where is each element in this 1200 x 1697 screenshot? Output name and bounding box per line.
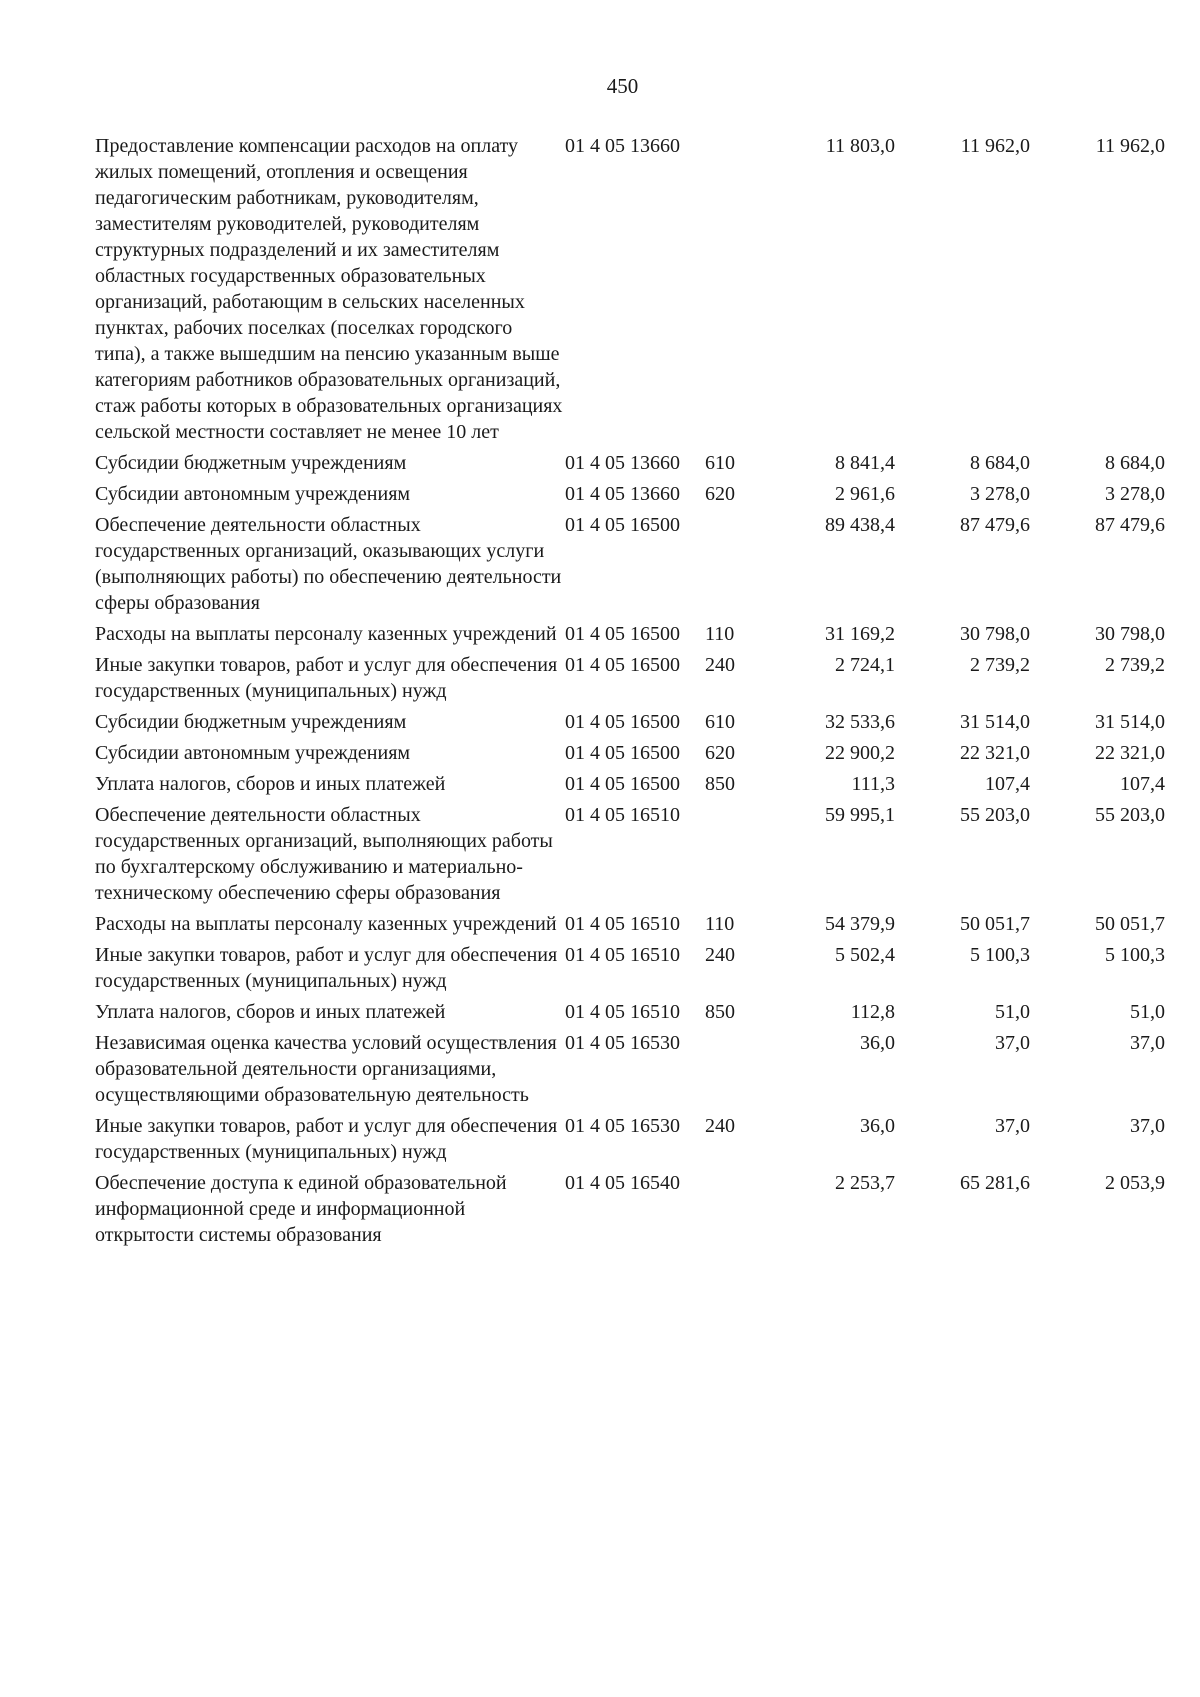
target-code-cell: 01 4 05 16530 <box>565 1032 680 1054</box>
expense-type-cell: 240 <box>705 944 735 966</box>
amount-year2-cell: 51,0 <box>995 1001 1030 1023</box>
target-code-cell: 01 4 05 16500 <box>565 711 680 733</box>
expense-name-cell: Обеспечение деятельности областных государственных организаций, оказывающих услуги (выполняющих работы) по обеспечению деятельности сферы образования <box>95 514 562 614</box>
expense-type-cell <box>705 512 765 621</box>
expense-type-cell: 110 <box>705 623 735 645</box>
expense-type-cell: 620 <box>705 742 735 764</box>
amount-year2-cell: 107,4 <box>985 773 1030 795</box>
amount-year1-cell: 32 533,6 <box>825 711 895 733</box>
amount-year2-cell: 30 798,0 <box>960 623 1030 645</box>
amount-year3-cell: 107,4 <box>1120 773 1165 795</box>
amount-year1-cell: 5 502,4 <box>835 944 895 966</box>
table-row <box>95 709 1165 740</box>
amount-year3-cell: 50 051,7 <box>1095 913 1165 935</box>
amount-year2-cell: 31 514,0 <box>960 711 1030 733</box>
expense-type-cell: 610 <box>705 452 735 474</box>
amount-year3-cell: 22 321,0 <box>1095 742 1165 764</box>
target-code-cell: 01 4 05 16500 <box>565 623 680 645</box>
budget-table-body <box>95 133 1165 1253</box>
target-code-cell: 01 4 05 16510 <box>565 804 680 826</box>
table-row <box>95 512 1165 621</box>
table-row <box>95 450 1165 481</box>
amount-year2-cell: 5 100,3 <box>970 944 1030 966</box>
amount-year2-cell: 22 321,0 <box>960 742 1030 764</box>
expense-type-cell <box>705 133 765 450</box>
amount-year1-cell: 2 724,1 <box>835 654 895 676</box>
table-row <box>95 942 1165 999</box>
expense-name-cell: Обеспечение доступа к единой образовательной информационной среде и информационной открытости системы образования <box>95 1172 507 1246</box>
budget-table <box>95 133 1165 1253</box>
target-code-cell: 01 4 05 16500 <box>565 773 680 795</box>
expense-type-cell: 240 <box>705 654 735 676</box>
table-row <box>95 1113 1165 1170</box>
expense-name-cell: Иные закупки товаров, работ и услуг для обеспечения государственных (муниципальных) нужд <box>95 654 558 702</box>
amount-year1-cell: 111,3 <box>851 773 895 795</box>
expense-name-cell: Иные закупки товаров, работ и услуг для обеспечения государственных (муниципальных) нужд <box>95 1115 558 1163</box>
expense-name-cell: Субсидии автономным учреждениям <box>95 742 411 764</box>
amount-year2-cell: 37,0 <box>995 1115 1030 1137</box>
amount-year3-cell: 2 053,9 <box>1105 1172 1165 1194</box>
expense-name-cell: Обеспечение деятельности областных государственных организаций, выполняющих работы по бухгалтерскому обслуживанию и материально-техническому обеспечению сферы образования <box>95 804 553 904</box>
expense-type-cell <box>705 1030 765 1113</box>
amount-year1-cell: 36,0 <box>860 1032 895 1054</box>
target-code-cell: 01 4 05 16500 <box>565 742 680 764</box>
amount-year3-cell: 37,0 <box>1130 1115 1165 1137</box>
amount-year1-cell: 59 995,1 <box>825 804 895 826</box>
expense-type-cell: 110 <box>705 913 735 935</box>
target-code-cell: 01 4 05 16540 <box>565 1172 680 1194</box>
amount-year1-cell: 36,0 <box>860 1115 895 1137</box>
table-row <box>95 652 1165 709</box>
amount-year2-cell: 65 281,6 <box>960 1172 1030 1194</box>
target-code-cell: 01 4 05 16510 <box>565 1001 680 1023</box>
target-code-cell: 01 4 05 16500 <box>565 514 680 536</box>
expense-type-cell <box>705 802 765 911</box>
table-row <box>95 621 1165 652</box>
amount-year1-cell: 31 169,2 <box>825 623 895 645</box>
expense-name-cell: Иные закупки товаров, работ и услуг для обеспечения государственных (муниципальных) нужд <box>95 944 558 992</box>
expense-name-cell: Субсидии бюджетным учреждениям <box>95 711 407 733</box>
amount-year3-cell: 2 739,2 <box>1105 654 1165 676</box>
amount-year3-cell: 5 100,3 <box>1105 944 1165 966</box>
expense-name-cell: Уплата налогов, сборов и иных платежей <box>95 773 446 795</box>
amount-year3-cell: 11 962,0 <box>1095 135 1165 157</box>
expense-name-cell: Расходы на выплаты персоналу казенных учреждений <box>95 913 557 935</box>
target-code-cell: 01 4 05 16530 <box>565 1115 680 1137</box>
amount-year2-cell: 55 203,0 <box>960 804 1030 826</box>
expense-name-cell: Субсидии бюджетным учреждениям <box>95 452 407 474</box>
target-code-cell: 01 4 05 16510 <box>565 913 680 935</box>
table-row <box>95 999 1165 1030</box>
expense-name-cell: Независимая оценка качества условий осуществления образовательной деятельности организациями, осуществляющими образовательную деятельность <box>95 1032 557 1106</box>
expense-type-cell: 620 <box>705 483 735 505</box>
amount-year3-cell: 3 278,0 <box>1105 483 1165 505</box>
table-row <box>95 481 1165 512</box>
amount-year2-cell: 37,0 <box>995 1032 1030 1054</box>
target-code-cell: 01 4 05 13660 <box>565 483 680 505</box>
table-row <box>95 771 1165 802</box>
table-row <box>95 911 1165 942</box>
amount-year3-cell: 30 798,0 <box>1095 623 1165 645</box>
target-code-cell: 01 4 05 16510 <box>565 944 680 966</box>
table-row <box>95 1030 1165 1113</box>
expense-type-cell <box>705 1170 765 1253</box>
amount-year3-cell: 87 479,6 <box>1095 514 1165 536</box>
amount-year1-cell: 89 438,4 <box>825 514 895 536</box>
amount-year3-cell: 37,0 <box>1130 1032 1165 1054</box>
expense-type-cell: 240 <box>705 1115 735 1137</box>
amount-year3-cell: 31 514,0 <box>1095 711 1165 733</box>
expense-name-cell: Предоставление компенсации расходов на оплату жилых помещений, отопления и освещения педагогическим работникам, руководителям, заместителям руководителей, руководителям структурных подразделений и их заместителям областных государственных образовательных организаций, работающим в сельских населенных пунктах, рабочих поселках (поселках городского типа), а также вышедшим на пенсию указанным выше категориям работников образовательных организаций, стаж работы которых в образовательных организациях сельской местности составляет не менее 10 лет <box>95 135 563 443</box>
target-code-cell: 01 4 05 16500 <box>565 654 680 676</box>
amount-year2-cell: 87 479,6 <box>960 514 1030 536</box>
expense-type-cell: 850 <box>705 773 735 795</box>
expense-type-cell: 850 <box>705 1001 735 1023</box>
table-row <box>95 802 1165 911</box>
expense-name-cell: Субсидии автономным учреждениям <box>95 483 411 505</box>
amount-year2-cell: 3 278,0 <box>970 483 1030 505</box>
target-code-cell: 01 4 05 13660 <box>565 135 680 157</box>
expense-name-cell: Уплата налогов, сборов и иных платежей <box>95 1001 446 1023</box>
amount-year2-cell: 50 051,7 <box>960 913 1030 935</box>
amount-year1-cell: 11 803,0 <box>825 135 895 157</box>
amount-year2-cell: 2 739,2 <box>970 654 1030 676</box>
amount-year1-cell: 112,8 <box>850 1001 895 1023</box>
amount-year3-cell: 55 203,0 <box>1095 804 1165 826</box>
amount-year2-cell: 8 684,0 <box>970 452 1030 474</box>
table-row <box>95 1170 1165 1253</box>
amount-year1-cell: 2 253,7 <box>835 1172 895 1194</box>
amount-year1-cell: 54 379,9 <box>825 913 895 935</box>
expense-type-cell: 610 <box>705 711 735 733</box>
page-number: 450 <box>606 74 639 98</box>
amount-year2-cell: 11 962,0 <box>960 135 1030 157</box>
table-row <box>95 740 1165 771</box>
expense-name-cell: Расходы на выплаты персоналу казенных учреждений <box>95 623 557 645</box>
amount-year1-cell: 2 961,6 <box>835 483 895 505</box>
amount-year1-cell: 22 900,2 <box>825 742 895 764</box>
target-code-cell: 01 4 05 13660 <box>565 452 680 474</box>
amount-year3-cell: 51,0 <box>1130 1001 1165 1023</box>
amount-year3-cell: 8 684,0 <box>1105 452 1165 474</box>
amount-year1-cell: 8 841,4 <box>835 452 895 474</box>
table-row <box>95 133 1165 450</box>
